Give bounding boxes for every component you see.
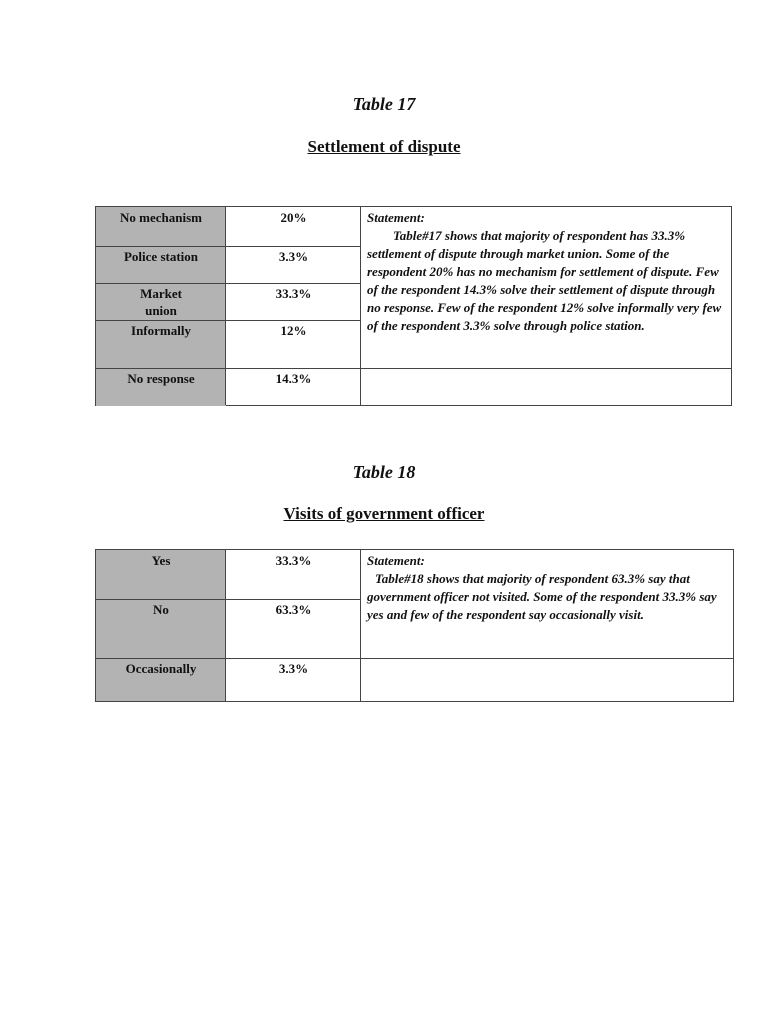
table-17 <box>95 206 732 406</box>
table-18 <box>95 549 734 702</box>
table-row-label: No <box>96 599 226 658</box>
table-row-label: Market union <box>96 283 226 320</box>
table-row-value: 3.3% <box>278 661 309 676</box>
table-row-value: 14.3% <box>275 371 312 386</box>
table-row-label: No mechanism <box>96 207 226 246</box>
empty-cell <box>361 368 731 406</box>
table-row-value: 3.3% <box>278 249 309 264</box>
table-row-value: 20% <box>280 210 307 225</box>
statement-heading: Statement: <box>367 553 425 568</box>
statement-cell <box>361 550 733 658</box>
empty-cell <box>361 658 733 701</box>
table-row-value: 33.3% <box>275 286 312 301</box>
table-17-subtitle: Settlement of dispute <box>307 137 461 156</box>
table-row-value: 63.3% <box>275 602 312 617</box>
table-18-subtitle: Visits of government officer <box>283 504 485 523</box>
table-row-label: No response <box>96 368 226 406</box>
table-row-value: 12% <box>280 323 307 338</box>
statement-cell <box>361 207 731 368</box>
table-row-label: Police station <box>96 246 226 283</box>
table-row-value: 33.3% <box>275 553 312 568</box>
table-row-label: Yes <box>96 550 226 599</box>
table-row-label: Informally <box>96 320 226 368</box>
table-17-title: Table 17 <box>352 94 416 114</box>
statement-heading: Statement: <box>367 210 425 225</box>
table-row-label: Occasionally <box>96 658 226 701</box>
statement-body: Table#18 shows that majority of respondent 63.3% say that government officer not visited. Some of the respondent 33.3% say yes and few of the respondent say occasionally visit. <box>367 571 717 622</box>
statement-body: Table#17 shows that majority of respondent has 33.3% settlement of dispute through market union. Some of the respondent 20% has no mechanism for settlement of dispute. Few of the respondent 14.3% solve their settlement of dispute through no response. Few of the respondent 12% solve informally very few of the respondent 3.3% solve through police station. <box>367 228 722 333</box>
table-18-title: Table 18 <box>352 462 416 482</box>
